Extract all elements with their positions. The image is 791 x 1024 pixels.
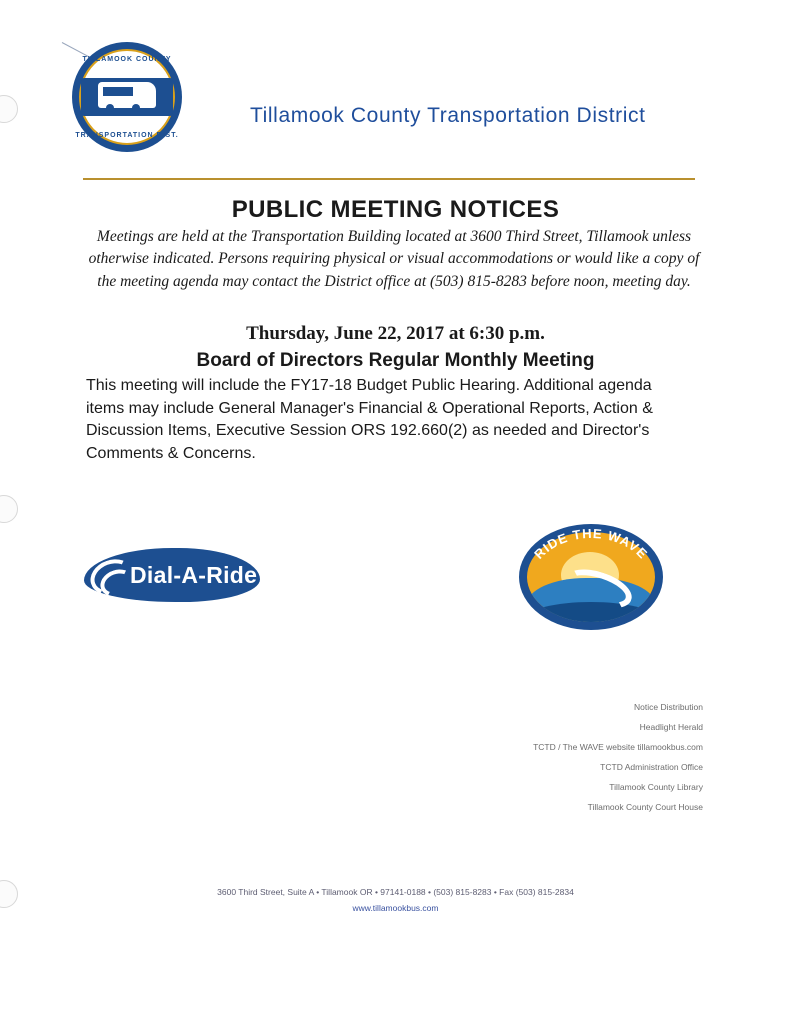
dial-a-ride-logo — [84, 540, 260, 612]
list-item: Tillamook County Court House — [587, 801, 703, 812]
notice-distribution-list — [343, 698, 703, 818]
ride-the-wave-arc-text — [513, 518, 669, 636]
intro-paragraph: Meetings are held at the Transportation Building located at 3600 Third Street, Tillamook unless otherwise indicated. Persons requiring physical or visual accommodations or would like a copy of the meeting agenda may contact the District office at (503) 815-8283 before noon, meeting day. — [88, 228, 700, 290]
seal-text-bottom: TRANSPORTATION DIST. — [75, 132, 179, 139]
list-item: Headlight Herald — [639, 721, 703, 732]
ride-the-wave-logo — [513, 518, 669, 636]
document-header — [0, 36, 791, 156]
seal-text-top: TILLAMOOK COUNTY — [82, 56, 172, 63]
svg-text:RIDE THE WAVE — [531, 526, 651, 562]
ride-the-wave-label: RIDE THE WAVE — [531, 525, 651, 562]
dial-a-ride-label: Dial-A-Ride — [130, 562, 258, 588]
hole-punch-mark — [0, 495, 18, 523]
list-item: TCTD / The WAVE website tillamookbus.com — [533, 741, 703, 752]
footer-website[interactable]: www.tillamookbus.com — [352, 903, 439, 914]
document-footer — [0, 884, 791, 916]
page-title: PUBLIC MEETING NOTICES — [231, 196, 560, 223]
meeting-date: Thursday, June 22, 2017 at 6:30 p.m. — [246, 323, 545, 344]
list-item: TCTD Administration Office — [600, 761, 703, 772]
list-item: Tillamook County Library — [609, 781, 703, 792]
district-title: Tillamook County Transportation District — [250, 104, 646, 127]
tctd-seal-logo — [72, 42, 182, 152]
footer-address: 3600 Third Street, Suite A • Tillamook OR • 97141-0188 • (503) 815-8283 • Fax (503) 815-2834 — [217, 887, 574, 897]
meeting-description: This meeting will include the FY17-18 Budget Public Hearing. Additional agenda items may include General Manager's Financial & Operational Reports, Action & Discussion Items, Executive Session ORS 192.660(2) as needed and Director's Comments & Concerns. — [86, 377, 653, 463]
meeting-name: Board of Directors Regular Monthly Meeting — [196, 350, 595, 371]
bus-icon — [98, 82, 156, 108]
distribution-title: Notice Distribution — [634, 702, 703, 712]
horizontal-rule — [83, 178, 695, 180]
